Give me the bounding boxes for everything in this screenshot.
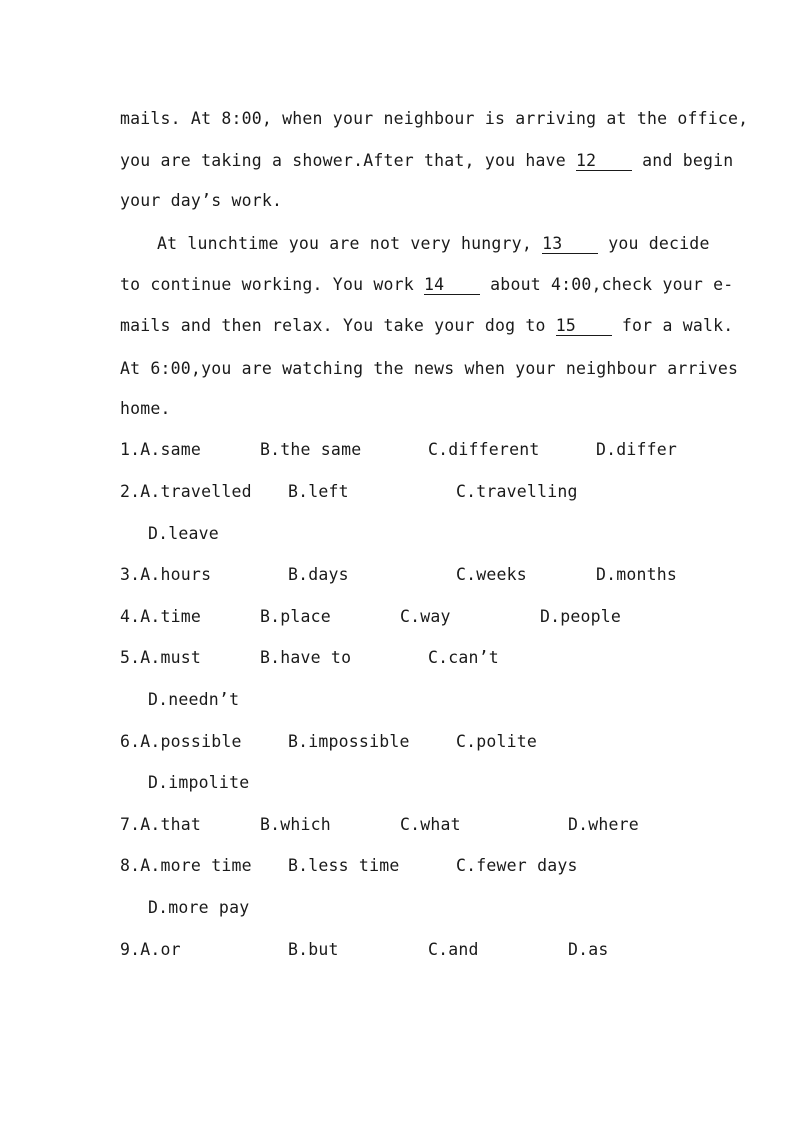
option-b: B.place: [260, 607, 331, 626]
option-a: 6.A.possible: [120, 732, 242, 751]
passage-text: mails and then relax. You take your dog to: [120, 316, 546, 335]
option-b: B.the same: [260, 440, 362, 459]
passage-line-2: [120, 150, 734, 172]
option-d: D.leave: [148, 524, 219, 543]
passage-text: home.: [120, 399, 171, 418]
passage-line-3: [120, 190, 680, 212]
blank-12: 12: [576, 152, 632, 171]
passage-line-8: [120, 398, 680, 420]
option-b: B.impossible: [288, 732, 410, 751]
option-d: D.impolite: [148, 773, 250, 792]
passage-text: and begin: [642, 151, 734, 170]
option-a: 7.A.that: [120, 815, 202, 834]
option-b: B.but: [288, 940, 339, 959]
passage-text: your day’s work.: [120, 191, 283, 210]
option-c: C.travelling: [456, 482, 578, 501]
blank-13: 13: [542, 235, 598, 254]
passage-text: At lunchtime you are not very hungry,: [157, 234, 532, 253]
passage-line-5: [120, 274, 734, 296]
option-b: B.days: [288, 565, 349, 584]
passage-text: to continue working. You work: [120, 275, 414, 294]
option-d: D.people: [540, 607, 622, 626]
option-b: B.less time: [288, 856, 400, 875]
option-c: C.what: [400, 815, 461, 834]
passage-line-4: [157, 233, 710, 255]
option-a: 8.A.more time: [120, 856, 252, 875]
blank-15: 15: [556, 317, 612, 336]
option-c: C.can’t: [428, 648, 499, 667]
option-a: 9.A.or: [120, 940, 181, 959]
passage-text: about 4:00,check your e-: [490, 275, 734, 294]
passage-text: you are taking a shower.After that, you have: [120, 151, 566, 170]
option-a: 1.A.same: [120, 440, 202, 459]
passage-text: At 6:00,you are watching the news when your neighbour arrives: [120, 359, 739, 378]
option-d: D.where: [568, 815, 639, 834]
option-a: 2.A.travelled: [120, 482, 252, 501]
option-d: D.more pay: [148, 898, 250, 917]
option-d: D.months: [596, 565, 678, 584]
option-c: C.different: [428, 440, 540, 459]
option-d: D.differ: [596, 440, 678, 459]
option-b: B.have to: [260, 648, 352, 667]
option-b: B.which: [260, 815, 331, 834]
option-d: D.as: [568, 940, 609, 959]
option-c: C.way: [400, 607, 451, 626]
passage-line-7: [120, 358, 739, 380]
passage-text: you decide: [608, 234, 710, 253]
passage-line-1: [120, 108, 749, 130]
option-a: 5.A.must: [120, 648, 202, 667]
option-a: 4.A.time: [120, 607, 202, 626]
option-d: D.needn’t: [148, 690, 240, 709]
passage-line-6: [120, 315, 734, 337]
option-c: C.and: [428, 940, 479, 959]
option-c: C.weeks: [456, 565, 527, 584]
option-c: C.fewer days: [456, 856, 578, 875]
blank-14: 14: [424, 276, 480, 295]
option-b: B.left: [288, 482, 349, 501]
passage-text: for a walk.: [621, 316, 734, 335]
passage-text: mails. At 8:00, when your neighbour is arriving at the office,: [120, 109, 749, 128]
option-a: 3.A.hours: [120, 565, 212, 584]
option-c: C.polite: [456, 732, 538, 751]
